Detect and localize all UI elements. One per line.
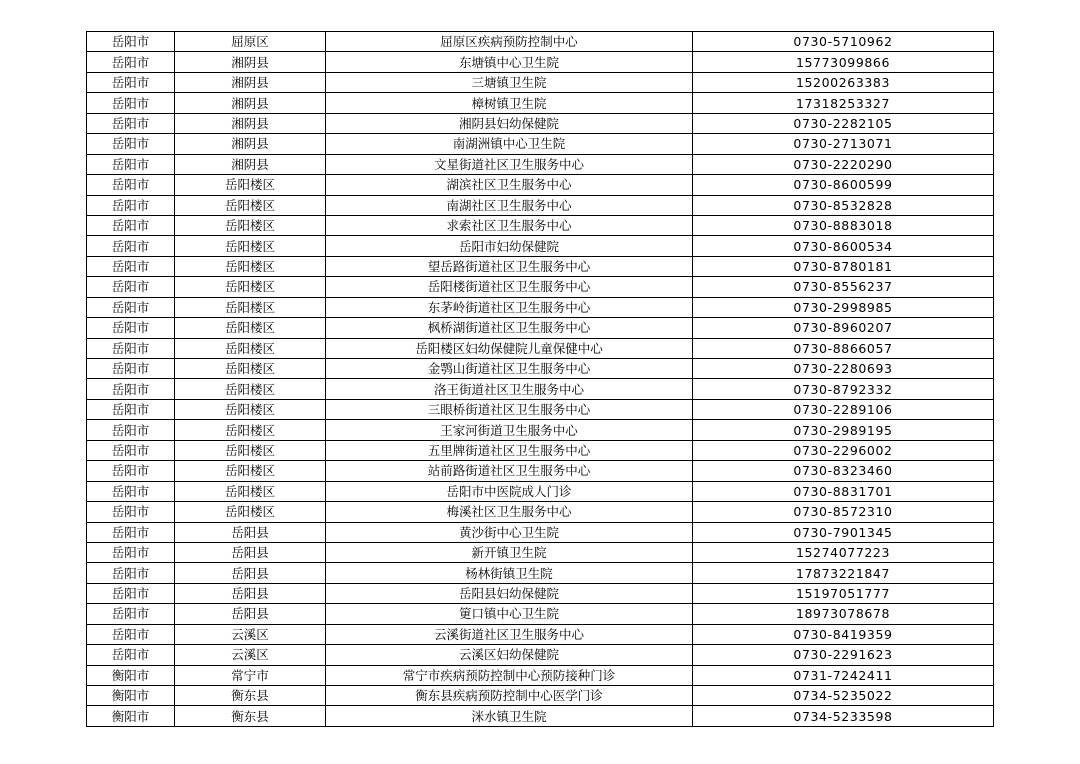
district-cell: 岳阳楼区 bbox=[175, 175, 326, 195]
table-row bbox=[87, 215, 994, 235]
district-cell: 岳阳县 bbox=[175, 522, 326, 542]
table-row bbox=[87, 52, 994, 72]
city-cell: 岳阳市 bbox=[87, 645, 175, 665]
district-cell: 岳阳楼区 bbox=[175, 318, 326, 338]
clinic-table bbox=[86, 31, 994, 727]
city-cell: 岳阳市 bbox=[87, 583, 175, 603]
phone-cell: 0730-2289106 bbox=[693, 399, 994, 419]
district-cell: 岳阳楼区 bbox=[175, 256, 326, 276]
phone-cell: 0730-8600599 bbox=[693, 175, 994, 195]
phone-cell: 0734-5233598 bbox=[693, 706, 994, 726]
city-cell: 岳阳市 bbox=[87, 297, 175, 317]
city-cell: 岳阳市 bbox=[87, 277, 175, 297]
facility-cell: 望岳路街道社区卫生服务中心 bbox=[326, 256, 693, 276]
city-cell: 岳阳市 bbox=[87, 359, 175, 379]
city-cell: 岳阳市 bbox=[87, 175, 175, 195]
facility-cell: 三眼桥街道社区卫生服务中心 bbox=[326, 399, 693, 419]
district-cell: 湘阴县 bbox=[175, 134, 326, 154]
table-row bbox=[87, 706, 994, 726]
city-cell: 岳阳市 bbox=[87, 522, 175, 542]
facility-cell: 金鹗山街道社区卫生服务中心 bbox=[326, 359, 693, 379]
city-cell: 岳阳市 bbox=[87, 72, 175, 92]
phone-cell: 15197051777 bbox=[693, 583, 994, 603]
facility-cell: 求索社区卫生服务中心 bbox=[326, 215, 693, 235]
district-cell: 湘阴县 bbox=[175, 72, 326, 92]
table-row bbox=[87, 502, 994, 522]
city-cell: 岳阳市 bbox=[87, 399, 175, 419]
table-row bbox=[87, 113, 994, 133]
table-row bbox=[87, 318, 994, 338]
facility-cell: 洣水镇卫生院 bbox=[326, 706, 693, 726]
facility-cell: 南湖社区卫生服务中心 bbox=[326, 195, 693, 215]
district-cell: 岳阳楼区 bbox=[175, 297, 326, 317]
phone-cell: 0730-2296002 bbox=[693, 440, 994, 460]
table-row bbox=[87, 72, 994, 92]
city-cell: 衡阳市 bbox=[87, 706, 175, 726]
facility-cell: 新开镇卫生院 bbox=[326, 542, 693, 562]
phone-cell: 0730-8323460 bbox=[693, 461, 994, 481]
table-row bbox=[87, 399, 994, 419]
table-row bbox=[87, 195, 994, 215]
phone-cell: 17873221847 bbox=[693, 563, 994, 583]
city-cell: 岳阳市 bbox=[87, 481, 175, 501]
city-cell: 岳阳市 bbox=[87, 134, 175, 154]
phone-cell: 0730-8600534 bbox=[693, 236, 994, 256]
district-cell: 湘阴县 bbox=[175, 154, 326, 174]
facility-cell: 洛王街道社区卫生服务中心 bbox=[326, 379, 693, 399]
facility-cell: 王家河街道卫生服务中心 bbox=[326, 420, 693, 440]
phone-cell: 0730-2220290 bbox=[693, 154, 994, 174]
facility-cell: 屈原区疾病预防控制中心 bbox=[326, 32, 693, 52]
table-row bbox=[87, 542, 994, 562]
district-cell: 岳阳楼区 bbox=[175, 420, 326, 440]
table-row bbox=[87, 624, 994, 644]
phone-cell: 15274077223 bbox=[693, 542, 994, 562]
phone-cell: 0734-5235022 bbox=[693, 686, 994, 706]
facility-cell: 杨林街镇卫生院 bbox=[326, 563, 693, 583]
table-row bbox=[87, 686, 994, 706]
phone-cell: 0730-2291623 bbox=[693, 645, 994, 665]
city-cell: 岳阳市 bbox=[87, 379, 175, 399]
table-row bbox=[87, 379, 994, 399]
district-cell: 岳阳楼区 bbox=[175, 440, 326, 460]
city-cell: 岳阳市 bbox=[87, 215, 175, 235]
phone-cell: 0730-8883018 bbox=[693, 215, 994, 235]
district-cell: 岳阳县 bbox=[175, 604, 326, 624]
facility-cell: 云溪街道社区卫生服务中心 bbox=[326, 624, 693, 644]
district-cell: 岳阳楼区 bbox=[175, 359, 326, 379]
facility-cell: 东塘镇中心卫生院 bbox=[326, 52, 693, 72]
city-cell: 岳阳市 bbox=[87, 32, 175, 52]
phone-cell: 15200263383 bbox=[693, 72, 994, 92]
facility-cell: 岳阳楼区妇幼保健院儿童保健中心 bbox=[326, 338, 693, 358]
district-cell: 湘阴县 bbox=[175, 52, 326, 72]
city-cell: 岳阳市 bbox=[87, 461, 175, 481]
table-row bbox=[87, 134, 994, 154]
phone-cell: 0730-8556237 bbox=[693, 277, 994, 297]
facility-cell: 云溪区妇幼保健院 bbox=[326, 645, 693, 665]
phone-cell: 0730-8866057 bbox=[693, 338, 994, 358]
city-cell: 岳阳市 bbox=[87, 338, 175, 358]
district-cell: 岳阳县 bbox=[175, 563, 326, 583]
district-cell: 岳阳楼区 bbox=[175, 399, 326, 419]
table-row bbox=[87, 604, 994, 624]
district-cell: 岳阳楼区 bbox=[175, 338, 326, 358]
city-cell: 岳阳市 bbox=[87, 256, 175, 276]
facility-cell: 湖滨社区卫生服务中心 bbox=[326, 175, 693, 195]
facility-cell: 梅溪社区卫生服务中心 bbox=[326, 502, 693, 522]
phone-cell: 0730-8792332 bbox=[693, 379, 994, 399]
city-cell: 岳阳市 bbox=[87, 318, 175, 338]
table-row bbox=[87, 338, 994, 358]
table-row bbox=[87, 481, 994, 501]
phone-cell: 17318253327 bbox=[693, 93, 994, 113]
table-row bbox=[87, 440, 994, 460]
facility-cell: 东茅岭街道社区卫生服务中心 bbox=[326, 297, 693, 317]
facility-cell: 衡东县疾病预防控制中心医学门诊 bbox=[326, 686, 693, 706]
table-row bbox=[87, 583, 994, 603]
facility-cell: 湘阴县妇幼保健院 bbox=[326, 113, 693, 133]
table-row bbox=[87, 563, 994, 583]
facility-cell: 岳阳楼街道社区卫生服务中心 bbox=[326, 277, 693, 297]
table-row bbox=[87, 461, 994, 481]
table-row bbox=[87, 154, 994, 174]
phone-cell: 0730-2713071 bbox=[693, 134, 994, 154]
facility-cell: 三塘镇卫生院 bbox=[326, 72, 693, 92]
table-row bbox=[87, 359, 994, 379]
phone-cell: 0730-8831701 bbox=[693, 481, 994, 501]
city-cell: 岳阳市 bbox=[87, 195, 175, 215]
city-cell: 岳阳市 bbox=[87, 52, 175, 72]
district-cell: 云溪区 bbox=[175, 645, 326, 665]
district-cell: 岳阳楼区 bbox=[175, 215, 326, 235]
facility-cell: 岳阳县妇幼保健院 bbox=[326, 583, 693, 603]
district-cell: 湘阴县 bbox=[175, 93, 326, 113]
phone-cell: 0730-2282105 bbox=[693, 113, 994, 133]
city-cell: 岳阳市 bbox=[87, 604, 175, 624]
facility-cell: 文星街道社区卫生服务中心 bbox=[326, 154, 693, 174]
city-cell: 岳阳市 bbox=[87, 420, 175, 440]
table-row bbox=[87, 522, 994, 542]
facility-cell: 岳阳市中医院成人门诊 bbox=[326, 481, 693, 501]
district-cell: 岳阳楼区 bbox=[175, 461, 326, 481]
table-row bbox=[87, 297, 994, 317]
phone-cell: 18973078678 bbox=[693, 604, 994, 624]
table-row bbox=[87, 32, 994, 52]
table-row bbox=[87, 236, 994, 256]
city-cell: 岳阳市 bbox=[87, 563, 175, 583]
city-cell: 岳阳市 bbox=[87, 113, 175, 133]
table-row bbox=[87, 420, 994, 440]
city-cell: 岳阳市 bbox=[87, 502, 175, 522]
district-cell: 岳阳楼区 bbox=[175, 379, 326, 399]
city-cell: 衡阳市 bbox=[87, 665, 175, 685]
phone-cell: 0730-8960207 bbox=[693, 318, 994, 338]
document-page bbox=[86, 31, 993, 727]
phone-cell: 0730-8532828 bbox=[693, 195, 994, 215]
phone-cell: 0730-2989195 bbox=[693, 420, 994, 440]
facility-cell: 樟树镇卫生院 bbox=[326, 93, 693, 113]
facility-cell: 常宁市疾病预防控制中心预防接种门诊 bbox=[326, 665, 693, 685]
phone-cell: 0730-2998985 bbox=[693, 297, 994, 317]
facility-cell: 站前路街道社区卫生服务中心 bbox=[326, 461, 693, 481]
facility-cell: 枫桥湖街道社区卫生服务中心 bbox=[326, 318, 693, 338]
phone-cell: 15773099866 bbox=[693, 52, 994, 72]
facility-cell: 南湖洲镇中心卫生院 bbox=[326, 134, 693, 154]
city-cell: 岳阳市 bbox=[87, 542, 175, 562]
table-row bbox=[87, 665, 994, 685]
city-cell: 衡阳市 bbox=[87, 686, 175, 706]
facility-cell: 筻口镇中心卫生院 bbox=[326, 604, 693, 624]
table-row bbox=[87, 645, 994, 665]
city-cell: 岳阳市 bbox=[87, 624, 175, 644]
city-cell: 岳阳市 bbox=[87, 154, 175, 174]
district-cell: 屈原区 bbox=[175, 32, 326, 52]
district-cell: 岳阳楼区 bbox=[175, 277, 326, 297]
district-cell: 岳阳楼区 bbox=[175, 236, 326, 256]
phone-cell: 0730-5710962 bbox=[693, 32, 994, 52]
table-row bbox=[87, 175, 994, 195]
table-body bbox=[87, 32, 994, 727]
facility-cell: 岳阳市妇幼保健院 bbox=[326, 236, 693, 256]
city-cell: 岳阳市 bbox=[87, 93, 175, 113]
district-cell: 衡东县 bbox=[175, 706, 326, 726]
city-cell: 岳阳市 bbox=[87, 236, 175, 256]
phone-cell: 0730-2280693 bbox=[693, 359, 994, 379]
facility-cell: 五里牌街道社区卫生服务中心 bbox=[326, 440, 693, 460]
district-cell: 岳阳楼区 bbox=[175, 481, 326, 501]
district-cell: 衡东县 bbox=[175, 686, 326, 706]
table-row bbox=[87, 277, 994, 297]
phone-cell: 0730-8780181 bbox=[693, 256, 994, 276]
district-cell: 云溪区 bbox=[175, 624, 326, 644]
city-cell: 岳阳市 bbox=[87, 440, 175, 460]
district-cell: 岳阳县 bbox=[175, 583, 326, 603]
district-cell: 湘阴县 bbox=[175, 113, 326, 133]
phone-cell: 0730-8572310 bbox=[693, 502, 994, 522]
phone-cell: 0730-7901345 bbox=[693, 522, 994, 542]
district-cell: 岳阳县 bbox=[175, 542, 326, 562]
district-cell: 常宁市 bbox=[175, 665, 326, 685]
district-cell: 岳阳楼区 bbox=[175, 502, 326, 522]
district-cell: 岳阳楼区 bbox=[175, 195, 326, 215]
table-row bbox=[87, 256, 994, 276]
table-row bbox=[87, 93, 994, 113]
phone-cell: 0730-8419359 bbox=[693, 624, 994, 644]
facility-cell: 黄沙街中心卫生院 bbox=[326, 522, 693, 542]
phone-cell: 0731-7242411 bbox=[693, 665, 994, 685]
